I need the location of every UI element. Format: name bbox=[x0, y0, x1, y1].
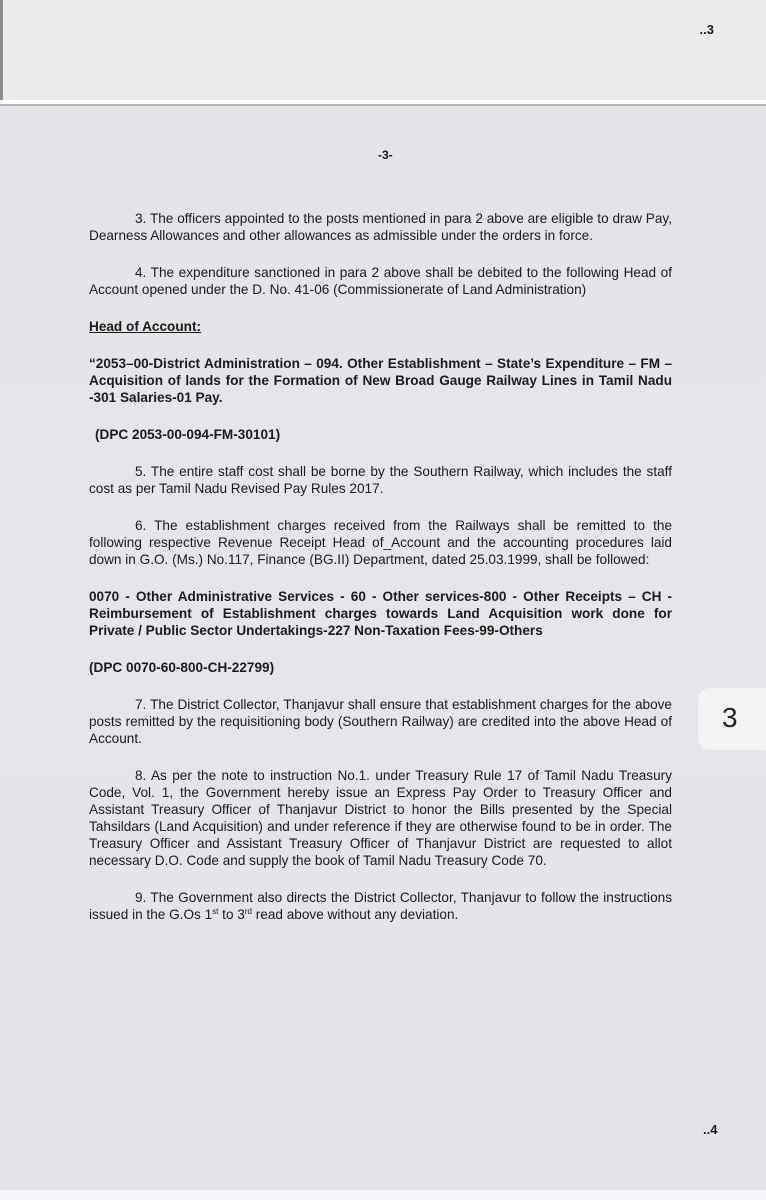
top-page-marker: ..3 bbox=[699, 22, 714, 37]
paragraph-8: 8. As per the note to instruction No.1. under Treasury Rule 17 of Tamil Nadu Treasury Code, Vol. 1, the Government hereby issue an Express Pay Order to Treasury Officer and Assistant Treasury Officer of Thanjavur District to honor the Bills presented by the Special Tahsildars (Land Acquisition) and under reference if they are otherwise found to be in order. The Treasury Officer and Assistant Treasury Officer of Thanjavur District are requested to allot necessary D.O. Code and supply the book of Tamil Nadu Treasury Code 70. bbox=[89, 768, 672, 868]
dpc-code-1: (DPC 2053-00-094-FM-30101) bbox=[95, 427, 281, 442]
paragraph-6: 6. The establishment charges received from the Railways shall be remitted to the following respective Revenue Receipt Head of_Account and the accounting procedures laid down in G.O. (Ms.) No.117, Finance (BG.II) Department, dated 25.03.1999, shall be followed: bbox=[89, 518, 672, 567]
paragraph-9-part1: 9. The Government also directs the District Collector, Thanjavur to follow the instructions issued in the G.Os 1 bbox=[89, 890, 672, 922]
paragraph-5: 5. The entire staff cost shall be borne by the Southern Railway, which includes the staff cost as per Tamil Nadu Revised Pay Rules 2017. bbox=[89, 464, 672, 496]
receipt-head-of-account: 0070 - Other Administrative Services - 60 - Other services-800 - Other Receipts – CH - Reimbursement of Establishment charges towards Land Acquisition work done for Private / Public Sector Undertakings-227 Non-Taxation Fees-99-Others bbox=[89, 589, 672, 638]
bottom-page-marker: ..4 bbox=[703, 1122, 718, 1137]
page-indicator-tab[interactable] bbox=[698, 688, 766, 750]
previous-page-sheet bbox=[0, 0, 766, 100]
document-body bbox=[89, 210, 672, 923]
superscript-st: st bbox=[212, 907, 219, 916]
paragraph-9 bbox=[89, 889, 672, 923]
center-page-number: -3- bbox=[378, 148, 393, 162]
head-of-account-text: “2053–00-District Administration – 094. Other Establishment – State’s Expenditure – FM – Acquisition of lands for the Formation of New Broad Gauge Railway Lines in Tamil Nadu -301 Salaries-01 Pay. bbox=[89, 356, 672, 405]
superscript-rd: rd bbox=[244, 907, 252, 916]
paragraph-9-part3: read above without any deviation. bbox=[251, 907, 459, 922]
head-of-account-label: Head of Account: bbox=[89, 319, 202, 334]
page-bottom-edge bbox=[0, 1190, 766, 1200]
page-indicator-number: 3 bbox=[722, 702, 738, 733]
paragraph-7: 7. The District Collector, Thanjavur shall ensure that establishment charges for the above posts remitted by the requisitioning body (Southern Railway) are credited into the above Head of Account. bbox=[89, 697, 672, 746]
paragraph-3: 3. The officers appointed to the posts mentioned in para 2 above are eligible to draw Pay, Dearness Allowances and other allowances as admissible under the orders in force. bbox=[89, 211, 672, 243]
paragraph-4: 4. The expenditure sanctioned in para 2 above shall be debited to the following Head of Account opened under the D. No. 41-06 (Commissionerate of Land Administration) bbox=[89, 265, 672, 297]
dpc-code-2: (DPC 0070-60-800-CH-22799) bbox=[89, 660, 275, 675]
paragraph-9-part2: to 3 bbox=[218, 907, 245, 922]
